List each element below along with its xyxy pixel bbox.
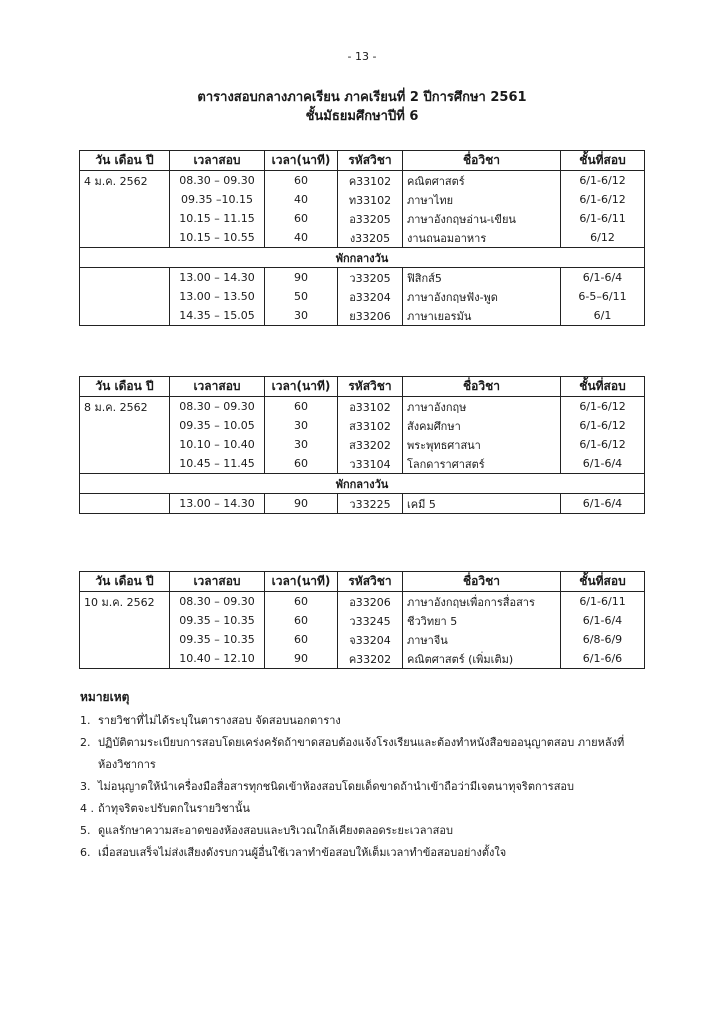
note-number: 6. [80,846,91,859]
class-cell: 6/1-6/11 [561,592,645,612]
column-header: เวลา(นาที) [265,377,338,397]
date-cell: 4 ม.ค. 2562 [80,171,170,191]
code-cell: ส33202 [338,435,403,454]
note-number: 1. [80,714,91,727]
date-cell: 8 ม.ค. 2562 [80,397,170,417]
table-row [80,190,645,209]
date-cell-empty [80,435,170,454]
subject-cell: โลกดาราศาสตร์ [403,454,561,474]
notes-list [80,710,640,864]
class-cell: 6/1-6/4 [561,611,645,630]
subject-cell: ภาษาอังกฤษเพื่อการสื่อสาร [403,592,561,612]
time-cell: 08.30 – 09.30 [170,397,265,417]
note-number: 3. [80,780,91,793]
column-header: ชื่อวิชา [403,377,561,397]
minutes-cell: 60 [265,209,338,228]
time-cell: 14.35 – 15.05 [170,306,265,326]
exam-table-day-1 [79,150,645,326]
column-header: เวลาสอบ [170,151,265,171]
time-cell: 09.35 – 10.35 [170,630,265,649]
class-cell: 6/1-6/12 [561,171,645,191]
minutes-cell: 90 [265,649,338,669]
column-header: ชั้นที่สอบ [561,377,645,397]
code-cell: ว33225 [338,494,403,514]
minutes-cell: 90 [265,494,338,514]
minutes-cell: 60 [265,630,338,649]
time-cell: 09.35 – 10.35 [170,611,265,630]
notes-section [80,686,640,864]
code-cell: ว33104 [338,454,403,474]
code-cell: ท33102 [338,190,403,209]
page-title: ตารางสอบกลางภาคเรียน ภาคเรียนที่ 2 ปีการศึกษา 2561 [197,90,527,105]
code-cell: จ33204 [338,630,403,649]
time-cell: 13.00 – 14.30 [170,268,265,288]
notes-title: หมายเหตุ [80,690,130,704]
column-header: เวลา(นาที) [265,151,338,171]
column-header: ชั้นที่สอบ [561,151,645,171]
subject-cell: คณิตศาสตร์ [403,171,561,191]
lunch-break-label: พักกลางวัน [80,474,645,494]
subject-cell: ภาษาอังกฤษฟัง-พูด [403,287,561,306]
note-item [80,820,640,842]
subject-cell: คณิตศาสตร์ (เพิ่มเติม) [403,649,561,669]
exam-table-day-2 [79,376,645,514]
date-cell-empty [80,268,170,288]
note-item [80,798,640,820]
column-header: รหัสวิชา [338,377,403,397]
subject-cell: ชีววิทยา 5 [403,611,561,630]
page-subtitle: ชั้นมัธยมศึกษาปีที่ 6 [305,109,419,124]
date-cell-empty [80,454,170,474]
time-cell: 10.40 – 12.10 [170,649,265,669]
note-text: ปฏิบัติตามระเบียบการสอบโดยเคร่งครัดถ้าขาดสอบต้องแจ้งโรงเรียนและต้องทำหนังสือขออนุญาตสอบ ภายหลังที่ห้องวิชาการ [98,736,625,771]
time-cell: 10.15 – 10.55 [170,228,265,248]
table-row [80,649,645,669]
note-text: ดูแลรักษาความสะอาดของห้องสอบและบริเวณใกล้เคียงตลอดระยะเวลาสอบ [98,824,453,837]
header-row [80,151,645,171]
date-cell-empty [80,494,170,514]
note-item [80,732,640,776]
date-cell-empty [80,416,170,435]
class-cell: 6/1-6/6 [561,649,645,669]
page-number: - 13 - [347,50,377,63]
column-header: วัน เดือน ปี [80,572,170,592]
lunch-break-row [80,248,645,268]
table-row [80,416,645,435]
code-cell: ค33102 [338,171,403,191]
table-row [80,287,645,306]
class-cell: 6/1-6/11 [561,209,645,228]
time-cell: 09.35 –10.15 [170,190,265,209]
subject-cell: งานถนอมอาหาร [403,228,561,248]
column-header: ชื่อวิชา [403,151,561,171]
date-cell: 10 ม.ค. 2562 [80,592,170,612]
table-row [80,171,645,191]
time-cell: 09.35 – 10.05 [170,416,265,435]
subject-cell: ภาษาอังกฤษ [403,397,561,417]
class-cell: 6/1-6/12 [561,190,645,209]
column-header: วัน เดือน ปี [80,377,170,397]
note-number: 4 . [80,802,94,815]
class-cell: 6/1-6/4 [561,494,645,514]
class-cell: 6-5–6/11 [561,287,645,306]
date-cell-empty [80,287,170,306]
time-cell: 08.30 – 09.30 [170,171,265,191]
code-cell: อ33102 [338,397,403,417]
class-cell: 6/8-6/9 [561,630,645,649]
column-header: ชื่อวิชา [403,572,561,592]
minutes-cell: 90 [265,268,338,288]
class-cell: 6/1-6/4 [561,454,645,474]
code-cell: อ33205 [338,209,403,228]
class-cell: 6/1-6/4 [561,268,645,288]
code-cell: อ33206 [338,592,403,612]
note-item [80,842,640,864]
subject-cell: ภาษาไทย [403,190,561,209]
header-row [80,377,645,397]
minutes-cell: 60 [265,171,338,191]
minutes-cell: 60 [265,454,338,474]
subject-cell: เคมี 5 [403,494,561,514]
note-text: เมื่อสอบเสร็จไม่ส่งเสียงดังรบกวนผู้อื่นใช้เวลาทำข้อสอบให้เต็มเวลาทำข้อสอบอย่างตั้งใจ [98,846,507,859]
minutes-cell: 30 [265,435,338,454]
date-cell-empty [80,209,170,228]
table-row [80,209,645,228]
note-text: ถ้าทุจริตจะปรับตกในรายวิชานั้น [98,802,250,815]
class-cell: 6/1-6/12 [561,397,645,417]
exam-table-day-3 [79,571,645,669]
note-item [80,776,640,798]
subject-cell: ฟิสิกส์5 [403,268,561,288]
class-cell: 6/1-6/12 [561,435,645,454]
minutes-cell: 30 [265,306,338,326]
table-row [80,306,645,326]
table-row [80,268,645,288]
subject-cell: สังคมศึกษา [403,416,561,435]
column-header: ชั้นที่สอบ [561,572,645,592]
class-cell: 6/12 [561,228,645,248]
column-header: วัน เดือน ปี [80,151,170,171]
date-cell-empty [80,630,170,649]
note-number: 2. [80,736,91,749]
column-header: รหัสวิชา [338,572,403,592]
lunch-break-row [80,474,645,494]
column-header: เวลาสอบ [170,572,265,592]
code-cell: ว33205 [338,268,403,288]
class-cell: 6/1-6/12 [561,416,645,435]
note-number: 5. [80,824,91,837]
table-row [80,592,645,612]
column-header: เวลาสอบ [170,377,265,397]
time-cell: 08.30 – 09.30 [170,592,265,612]
table-row [80,228,645,248]
note-item [80,710,640,732]
code-cell: ว33245 [338,611,403,630]
lunch-break-label: พักกลางวัน [80,248,645,268]
subject-cell: พระพุทธศาสนา [403,435,561,454]
date-cell-empty [80,228,170,248]
time-cell: 10.10 – 10.40 [170,435,265,454]
column-header: รหัสวิชา [338,151,403,171]
table-row [80,611,645,630]
code-cell: อ33204 [338,287,403,306]
date-cell-empty [80,649,170,669]
minutes-cell: 40 [265,228,338,248]
code-cell: ค33202 [338,649,403,669]
time-cell: 13.00 – 14.30 [170,494,265,514]
code-cell: ส33102 [338,416,403,435]
subject-cell: ภาษาเยอรมัน [403,306,561,326]
date-cell-empty [80,190,170,209]
date-cell-empty [80,611,170,630]
note-text: รายวิชาที่ไม่ได้ระบุในตารางสอบ จัดสอบนอกตาราง [98,714,341,727]
minutes-cell: 60 [265,592,338,612]
time-cell: 13.00 – 13.50 [170,287,265,306]
header-row [80,572,645,592]
class-cell: 6/1 [561,306,645,326]
table-row [80,454,645,474]
time-cell: 10.45 – 11.45 [170,454,265,474]
minutes-cell: 60 [265,397,338,417]
table-row [80,494,645,514]
code-cell: ย33206 [338,306,403,326]
minutes-cell: 60 [265,611,338,630]
minutes-cell: 40 [265,190,338,209]
code-cell: ง33205 [338,228,403,248]
subject-cell: ภาษาจีน [403,630,561,649]
subject-cell: ภาษาอังกฤษอ่าน-เขียน [403,209,561,228]
table-row [80,630,645,649]
table-row [80,435,645,454]
date-cell-empty [80,306,170,326]
note-text: ไม่อนุญาตให้นำเครื่องมือสื่อสารทุกชนิดเข้าห้องสอบโดยเด็ดขาดถ้านำเข้าถือว่ามีเจตนาทุจริตการสอบ [98,780,575,793]
time-cell: 10.15 – 11.15 [170,209,265,228]
minutes-cell: 50 [265,287,338,306]
minutes-cell: 30 [265,416,338,435]
column-header: เวลา(นาที) [265,572,338,592]
table-row [80,397,645,417]
